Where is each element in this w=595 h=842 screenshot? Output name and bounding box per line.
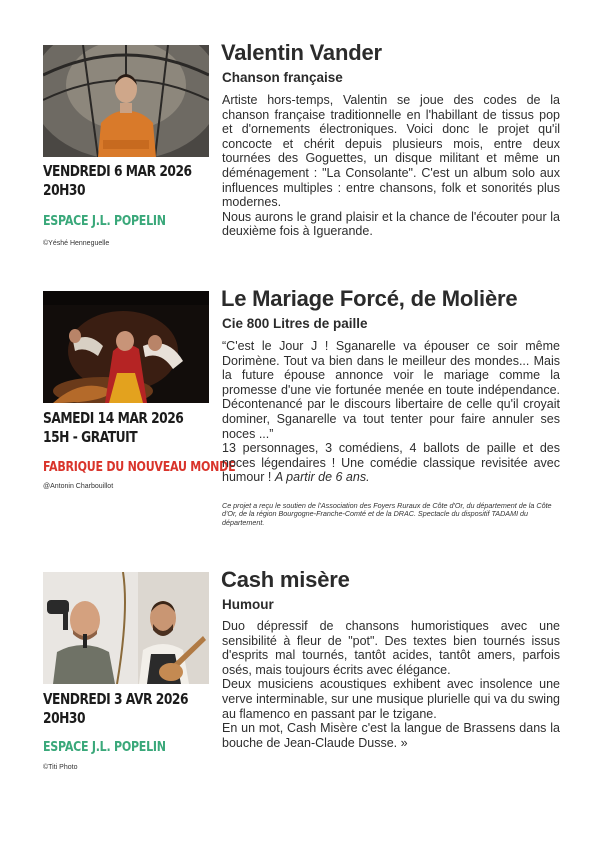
description-paragraph: Nous aurons le grand plaisir et la chance de l'écouter pour la deuxième fois à Iguerande. <box>222 209 560 239</box>
event-title: Valentin Vander <box>221 40 382 65</box>
description-text: 13 personnages, 3 comédiens, 4 ballots de paille et des noces légendaires ! Une comédie classique revisitée avec humour ! <box>222 441 560 485</box>
event-title: Le Mariage Forcé, de Molière <box>221 286 518 311</box>
event-date-time: 15H - GRATUIT <box>43 428 138 446</box>
event-venue: FABRIQUE DU NOUVEAU MONDE <box>43 460 236 475</box>
event-subtitle: Humour <box>222 597 274 612</box>
event-photo-mariage-force <box>43 291 209 403</box>
event-venue: ESPACE J.L. POPELIN <box>43 740 166 755</box>
photo-credit: ©Yéshé Henneguelle <box>43 240 110 247</box>
event-subtitle: Cie 800 Litres de paille <box>222 316 368 331</box>
event-date-time: 20H30 <box>43 709 86 727</box>
event-date-day: VENDREDI 3 AVR 2026 <box>43 690 189 708</box>
event-date <box>43 690 188 728</box>
description-paragraph: Artiste hors-temps, Valentin se joue des codes de la chanson française traditionnelle en l'habillant de tissus pop et d'ornements électroniques. Voici donc le projet qu'il concocte et chérit depuis plusieurs mois, entre deux tournées des Goguettes, un disque militant et même un déménagement : "La Consolante". C'est un album solo aux influences multiples : entre chansons, folk et sonorités plus modernes. <box>222 93 560 210</box>
event-venue: ESPACE J.L. POPELIN <box>43 214 166 229</box>
event-date-day: SAMEDI 14 MAR 2026 <box>43 409 184 427</box>
description-paragraph: Deux musiciens acoustiques exhibent avec insolence une verve interminable, sur une musique plurielle qui va du swing au flamenco en passant par le tzigane. <box>222 677 560 721</box>
event-date <box>43 409 183 447</box>
description-paragraph: “C'est le Jour J ! Sganarelle va épouser ce soir même Dorimène. Tout va bien dans le meilleur des mondes... Mais la future épouse annonce voir le mariage comme la promesse d'une vie fortunée menée en toute indépendance. Décontenancé par le discours libertaire de celle qu'il croyait dominer, Sganarelle va tout tenter pour faire annuler ses noces ...” <box>222 339 560 441</box>
description-paragraph <box>222 441 560 485</box>
age-note: A partir de 6 ans. <box>274 470 370 485</box>
event-date-time: 20H30 <box>43 181 86 199</box>
event-subtitle: Chanson française <box>222 70 343 85</box>
description-paragraph: Duo dépressif de chansons humoristiques avec une sensibilité à fleur de "pot". Des textes bien tournés issus d'esprits mal tournés, tantôt acides, tantôt amers, parfois osés, mais toujours écrits avec élégance. <box>222 619 560 677</box>
event-description <box>222 339 560 485</box>
event-title: Cash misère <box>221 567 350 592</box>
event-description <box>222 619 560 750</box>
event-date <box>43 162 192 200</box>
photo-credit: @Antonin Charbouillot <box>43 483 114 490</box>
photo-credit: ©Titi Photo <box>43 764 78 771</box>
description-paragraph: En un mot, Cash Misère c'est la langue de Brassens dans la bouche de Jean-Claude Dusse. » <box>222 721 560 750</box>
event-description <box>222 93 560 239</box>
funding-note: Ce projet a reçu le soutien de l'Association des Foyers Ruraux de Côte d'Or, du département de la Côte d'Or, de la région Bourgogne-Franche-Comté et de la DRAC. Spectacle du dispositif TADAMI du département. <box>222 501 552 527</box>
event-date-day: VENDREDI 6 MAR 2026 <box>43 162 192 180</box>
event-photo-cash-misere <box>43 572 209 684</box>
event-photo-valentin-vander <box>43 45 209 157</box>
